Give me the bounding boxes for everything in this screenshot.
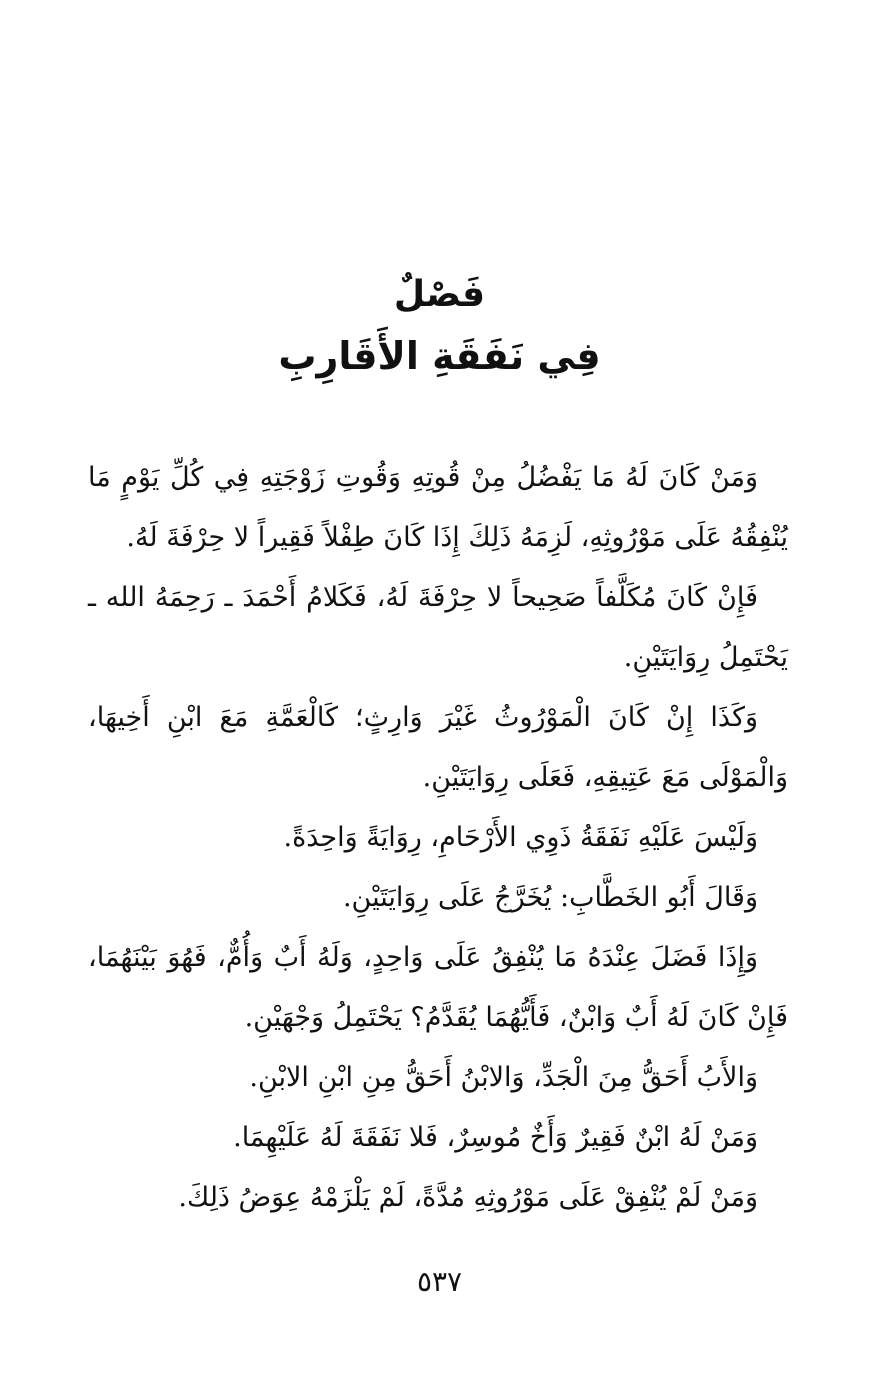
- body-text: [88, 448, 788, 1228]
- section-title: فَصْلٌ: [393, 274, 486, 315]
- paragraph-4: وَلَيْسَ عَلَيْهِ نَفَقَةُ ذَوِي الأَرْحَامِ، رِوَايَةً وَاحِدَةً.: [283, 822, 758, 853]
- paragraph-7: وَالأَبُ أَحَقُّ مِنَ الْجَدِّ، وَالابْنُ أَحَقُّ مِنِ ابْنِ الابْنِ.: [249, 1062, 758, 1093]
- paragraph-3: وَكَذَا إِنْ كَانَ الْمَوْرُوثُ غَيْرَ وَارِثٍ؛ كَالْعَمَّةِ مَعَ ابْنِ أَخِيهَا، وَالْمَوْلَى مَعَ عَتِيقِهِ، فَعَلَى رِوَايَتَيْنِ.: [88, 702, 788, 793]
- paragraph-5: وَقَالَ أَبُو الخَطَّابِ: يُخَرَّجُ عَلَى رِوَايَتَيْنِ.: [342, 882, 758, 913]
- paragraph-9: وَمَنْ لَمْ يُنْفِقْ عَلَى مَوْرُوثِهِ مُدَّةً، لَمْ يَلْزَمْهُ عِوَضُ ذَلِكَ.: [178, 1182, 758, 1213]
- paragraph-8: وَمَنْ لَهُ ابْنٌ فَقِيرٌ وَأَخٌ مُوسِرٌ، فَلا نَفَقَةَ لَهُ عَلَيْهِمَا.: [233, 1122, 758, 1153]
- page-number: ٥٣٧: [416, 1265, 463, 1298]
- paragraph-1: وَمَنْ كَانَ لَهُ مَا يَفْضُلُ مِنْ قُوتِهِ وَقُوتِ زَوْجَتِهِ فِي كُلِّ يَوْمٍ مَا يُنْفِقُهُ عَلَى مَوْرُوثِهِ، لَزِمَهُ ذَلِكَ إِذَا كَانَ طِفْلاً فَقِيراً لا حِرْفَةَ لَهُ.: [88, 462, 788, 553]
- paragraph-2: فَإِنْ كَانَ مُكَلَّفاً صَحِيحاً لا حِرْفَةَ لَهُ، فَكَلامُ أَحْمَدَ ـ رَحِمَهُ الله ـ يَحْتَمِلُ رِوَايَتَيْنِ.: [88, 582, 788, 673]
- section-subtitle: فِي نَفَقَةِ الأَقَارِبِ: [278, 334, 601, 378]
- paragraph-6: وَإِذَا فَضَلَ عِنْدَهُ مَا يُنْفِقُ عَلَى وَاحِدٍ، وَلَهُ أَبٌ وَأُمٌّ، فَهُوَ بَيْنَهُمَا، فَإِنْ كَانَ لَهُ أَبٌ وَابْنٌ، فَأَيُّهُمَا يُقَدَّمُ؟ يَحْتَمِلُ وَجْهَيْنِ.: [88, 942, 788, 1033]
